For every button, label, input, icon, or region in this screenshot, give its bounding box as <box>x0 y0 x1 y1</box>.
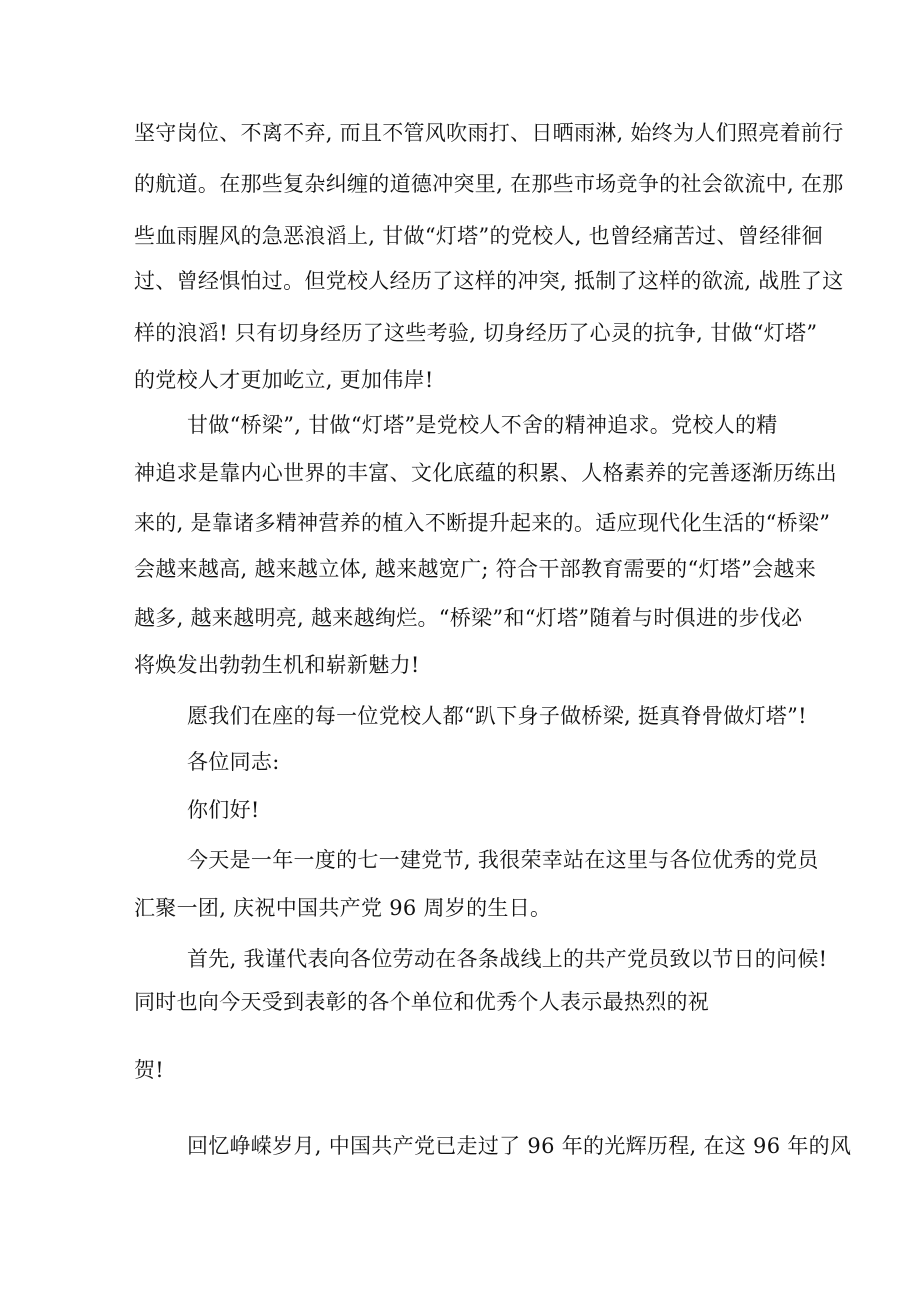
paragraph-first-line: 首先, 我谨代表向各位劳动在各条战线上的共产党员致以节日的问候! <box>187 947 828 971</box>
text-line: 来的, 是靠诸多精神营养的植入不断提升起来的。适应现代化生活的“桥梁” <box>134 511 831 535</box>
text-line: 样的浪滔! 只有切身经历了这些考验, 切身经历了心灵的抗争, 甘做“灯塔” <box>134 321 818 345</box>
text-line: 神追求是靠内心世界的丰富、文化底蕴的积累、人格素养的完善逐渐历练出 <box>134 461 837 485</box>
text-line: 些血雨腥风的急恶浪滔上, 甘做“灯塔”的党校人, 也曾经痛苦过、曾经徘徊 <box>134 224 823 248</box>
paragraph-first-line: 今天是一年一度的七一建党节, 我很荣幸站在这里与各位优秀的党员 <box>187 848 819 872</box>
text-line: 的党校人才更加屹立, 更加伟岸! <box>134 368 434 392</box>
greeting: 你们好! <box>187 798 260 822</box>
paragraph-first-line: 愿我们在座的每一位党校人都“趴下身子做桥梁, 挺真脊骨做灯塔”! <box>187 704 807 728</box>
text-line: 越多, 越来越明亮, 越来越绚烂。“桥梁”和“灯塔”随着与时俱进的步伐必 <box>134 606 803 630</box>
text-line: 过、曾经惧怕过。但党校人经历了这样的冲突, 抵制了这样的欲流, 战胜了这 <box>134 269 844 293</box>
text-line: 贺! <box>134 1058 165 1082</box>
text-line: 将焕发出勃勃生机和崭新魅力! <box>134 653 420 677</box>
text-line: 同时也向今天受到表彰的各个单位和优秀个人表示最热烈的祝 <box>134 990 710 1014</box>
text-line: 汇聚一团, 庆祝中国共产党 96 周岁的生日。 <box>134 896 552 920</box>
paragraph-first-line: 甘做“桥梁”, 甘做“灯塔”是党校人不舍的精神追求。党校人的精 <box>187 413 778 437</box>
text-line: 会越来越高, 越来越立体, 越来越宽广; 符合干部教育需要的“灯塔”会越来 <box>134 557 817 581</box>
salutation: 各位同志: <box>187 750 280 774</box>
text-line: 的航道。在那些复杂纠缠的道德冲突里, 在那些市场竞争的社会欲流中, 在那 <box>134 172 844 196</box>
text-line: 坚守岗位、不离不弃, 而且不管风吹雨打、日晒雨淋, 始终为人们照亮着前行 <box>134 121 844 145</box>
paragraph-first-line: 回忆峥嵘岁月, 中国共产党已走过了 96 年的光辉历程, 在这 96 年的风 <box>187 1134 852 1158</box>
